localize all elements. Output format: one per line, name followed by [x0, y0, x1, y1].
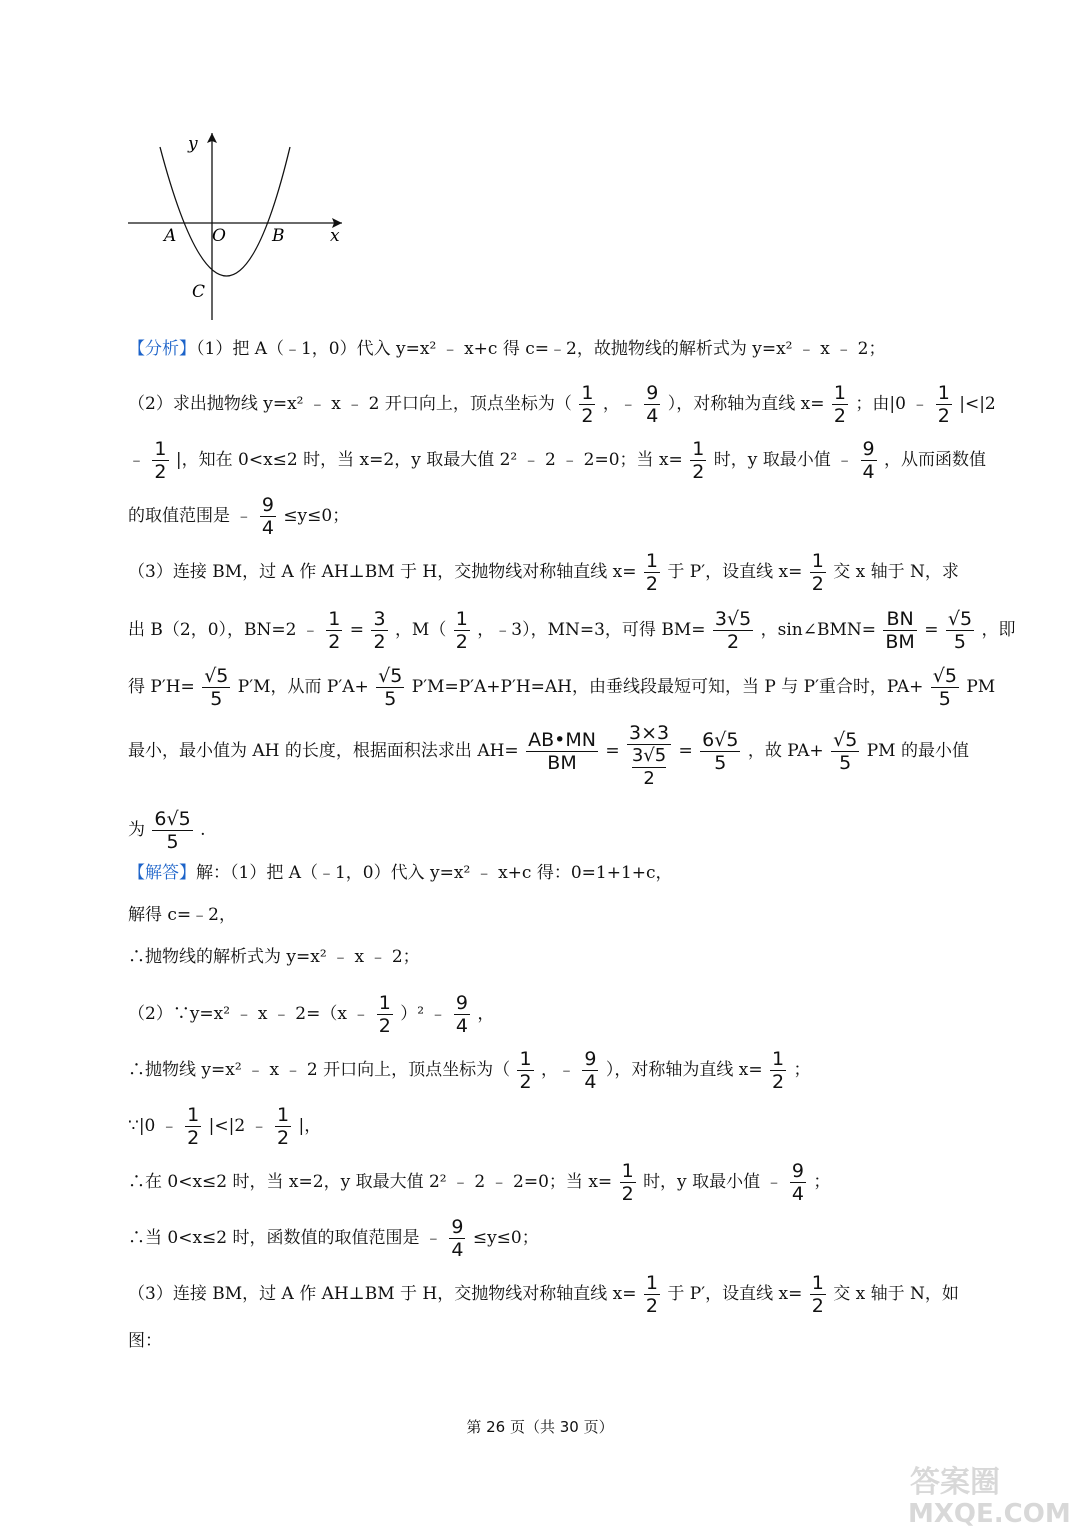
- text: |，知在 0<x≤2 时，当 x=2，y 取最大值 2² ﹣ 2 ﹣ 2=0；当 x=: [175, 450, 683, 470]
- answer-line-4: [128, 992, 980, 1037]
- fraction: $\frac{1}{2}$: [277, 1104, 290, 1149]
- text: |<|2 ﹣: [208, 1116, 268, 1136]
- text: ；由|0 ﹣: [855, 394, 929, 414]
- fraction: $\frac{1}{2}$: [581, 382, 594, 427]
- fraction: $\frac{√5}{5}$: [204, 665, 229, 710]
- text: PM: [966, 677, 996, 697]
- analysis-line-5: [128, 550, 980, 595]
- text: PM 的最小值: [866, 741, 969, 761]
- fraction: $\frac{1}{2}$: [519, 1048, 532, 1093]
- fraction: $\frac{√5}{5}$: [932, 665, 957, 710]
- fraction: $\frac{9}{4}$: [455, 992, 468, 1037]
- text: 图：: [128, 1331, 162, 1351]
- fraction: $\frac{9}{4}$: [791, 1160, 804, 1205]
- text: 得 P′H=: [128, 677, 195, 697]
- answer-line-3: [128, 944, 980, 970]
- fraction: $\frac{√5}{5}$: [833, 729, 858, 774]
- fraction: $\frac{1}{2}$: [187, 1104, 200, 1149]
- answer-tag: 【解答】: [128, 863, 196, 883]
- answer-line-1: [128, 860, 980, 886]
- text: |<|2: [959, 394, 996, 414]
- text: ，﹣: [602, 394, 637, 414]
- text: ∴在 0<x≤2 时，当 x=2，y 取最大值 2² ﹣ 2 ﹣ 2=0；当 x=: [128, 1172, 613, 1192]
- text: （3）连接 BM，过 A 作 AH⊥BM 于 H，交抛物线对称轴直线 x=: [128, 1284, 637, 1304]
- watermark-bottom: MXQE.COM: [908, 1499, 1071, 1527]
- fraction: $\frac{1}{2}$: [328, 608, 341, 653]
- text: 交 x 轴于 N，求: [833, 562, 959, 582]
- analysis-line-8: [128, 722, 980, 791]
- fraction: $\frac{9}{4}$: [261, 494, 274, 539]
- label-a: A: [164, 226, 177, 246]
- text: =: [678, 741, 693, 761]
- text: ，﹣: [540, 1060, 575, 1080]
- fraction: $\frac{BN}{BM}$: [885, 608, 915, 653]
- nested-fraction: $\frac{3\times 3}{\frac{3√5}{2}}$: [629, 722, 670, 789]
- page-footer: 第 26 页（共 30 页）: [466, 1418, 614, 1436]
- answer-line-10: [128, 1328, 980, 1354]
- fraction: $\frac{9}{4}$: [646, 382, 659, 427]
- text: ，故 PA+: [747, 741, 824, 761]
- text: ≤y≤0；: [283, 506, 350, 526]
- text: ；: [813, 1172, 831, 1192]
- analysis-line-7: [128, 665, 996, 710]
- fraction: $\frac{9}{4}$: [584, 1048, 597, 1093]
- parabola-curve: [160, 147, 290, 276]
- text: （2）∵y=x² ﹣ x ﹣ 2=（x ﹣: [128, 1004, 370, 1024]
- fraction: $\frac{6√5}{5}$: [154, 808, 191, 853]
- text: ∴当 0<x≤2 时，函数值的取值范围是 ﹣: [128, 1228, 442, 1248]
- fraction: $\frac{√5}{5}$: [947, 608, 973, 653]
- text: 交 x 轴于 N，如: [833, 1284, 959, 1304]
- answer-line-6: [128, 1104, 980, 1149]
- answer-line-5: [128, 1048, 980, 1093]
- fraction: $\frac{1}{2}$: [645, 550, 658, 595]
- text: =: [605, 741, 620, 761]
- fraction: $\frac{1}{2}$: [772, 1048, 785, 1093]
- text: |，: [298, 1116, 322, 1136]
- text: （3）连接 BM，过 A 作 AH⊥BM 于 H，交抛物线对称轴直线 x=: [128, 562, 637, 582]
- watermark-top: 答案圈: [910, 1465, 1000, 1500]
- text: 时，y 取最小值 ﹣: [643, 1172, 783, 1192]
- text: 的取值范围是 ﹣: [128, 506, 253, 526]
- text: ，sin∠BMN=: [760, 620, 876, 640]
- text: ，: [477, 1004, 495, 1024]
- fraction: $\frac{1}{2}$: [455, 608, 468, 653]
- analysis-line-9: [128, 808, 980, 853]
- analysis-line-3: [128, 438, 987, 483]
- label-x: x: [330, 226, 340, 246]
- text: 时，y 取最小值 ﹣: [713, 450, 854, 470]
- text: ）² ﹣: [400, 1004, 447, 1024]
- text: ；: [793, 1060, 811, 1080]
- label-o: O: [212, 226, 226, 246]
- fraction: $\frac{1}{2}$: [811, 550, 824, 595]
- text: 最小，最小值为 AH 的长度，根据面积法求出 AH=: [128, 741, 519, 761]
- analysis-line-4: [128, 494, 980, 539]
- analysis-line-1: [128, 336, 980, 362]
- answer-line-2: [128, 902, 980, 928]
- analysis-line-6: [128, 608, 1016, 653]
- parabola-graph: [120, 125, 350, 325]
- fraction: $\frac{1}{2}$: [621, 1160, 634, 1205]
- fraction: $\frac{9}{4}$: [862, 438, 875, 483]
- text: ∴抛物线的解析式为 y=x² ﹣ x ﹣ 2；: [128, 947, 420, 967]
- text: ），对称轴为直线 x=: [667, 394, 825, 414]
- fraction: $\frac{1}{2}$: [378, 992, 391, 1037]
- text: ∴抛物线 y=x² ﹣ x ﹣ 2 开口向上，顶点坐标为（: [128, 1060, 511, 1080]
- fraction: $\frac{1}{2}$: [811, 1272, 824, 1317]
- text: （1）把 A（﹣1，0）代入 y=x² ﹣ x+c 得 c=﹣2，故抛物线的解析式为 y=x² ﹣ x ﹣ 2；: [196, 339, 886, 359]
- fraction: $\frac{AB•MN}{BM}$: [528, 729, 596, 774]
- text: ≤y≤0；: [472, 1228, 539, 1248]
- text: 出 B（2，0），BN=2 ﹣: [128, 620, 319, 640]
- text: 于 P′，设直线 x=: [667, 562, 803, 582]
- text: =: [924, 620, 939, 640]
- text: ），对称轴为直线 x=: [605, 1060, 763, 1080]
- text: ，从而函数值: [884, 450, 987, 470]
- answer-line-9: [128, 1272, 980, 1317]
- answer-line-7: [128, 1160, 980, 1205]
- text: 解：（1）把 A（﹣1，0）代入 y=x² ﹣ x+c 得：0=1+1+c，: [196, 863, 673, 883]
- fraction: $\frac{3}{2}$: [373, 608, 386, 653]
- text: （2）求出抛物线 y=x² ﹣ x ﹣ 2 开口向上，顶点坐标为（: [128, 394, 572, 414]
- fraction: $\frac{1}{2}$: [645, 1272, 658, 1317]
- fraction: $\frac{9}{4}$: [451, 1216, 464, 1261]
- label-b: B: [272, 226, 285, 246]
- text: 解得 c=﹣2，: [128, 905, 236, 925]
- text: P′M，从而 P′A+: [237, 677, 369, 697]
- label-y: y: [188, 134, 198, 154]
- label-c: C: [192, 282, 206, 302]
- fraction: $\frac{1}{2}$: [692, 438, 705, 483]
- text: 为: [128, 820, 145, 840]
- fraction: $\frac{3√5}{2}$: [714, 608, 752, 653]
- analysis-tag: 【分析】: [128, 339, 196, 359]
- fraction: $\frac{6√5}{5}$: [702, 729, 739, 774]
- text: P′M=P′A+P′H=AH，由垂线段最短可知，当 P 与 P′重合时，PA+: [411, 677, 924, 697]
- text: 于 P′，设直线 x=: [667, 1284, 803, 1304]
- text: ，M（: [394, 620, 447, 640]
- fraction: $\frac{1}{2}$: [154, 438, 167, 483]
- watermark-logo: [900, 1460, 1080, 1527]
- fraction: $\frac{1}{2}$: [833, 382, 846, 427]
- fraction: $\frac{√5}{5}$: [378, 665, 403, 710]
- text: =: [349, 620, 365, 640]
- text: ，﹣3），MN=3，可得 BM=: [477, 620, 706, 640]
- fraction: $\frac{1}{2}$: [937, 382, 950, 427]
- answer-line-8: [128, 1216, 980, 1261]
- text: ﹣: [128, 450, 145, 470]
- text: ，即: [981, 620, 1016, 640]
- analysis-line-2: [128, 382, 996, 427]
- text: .: [200, 820, 206, 840]
- text: ∵|0 ﹣: [128, 1116, 178, 1136]
